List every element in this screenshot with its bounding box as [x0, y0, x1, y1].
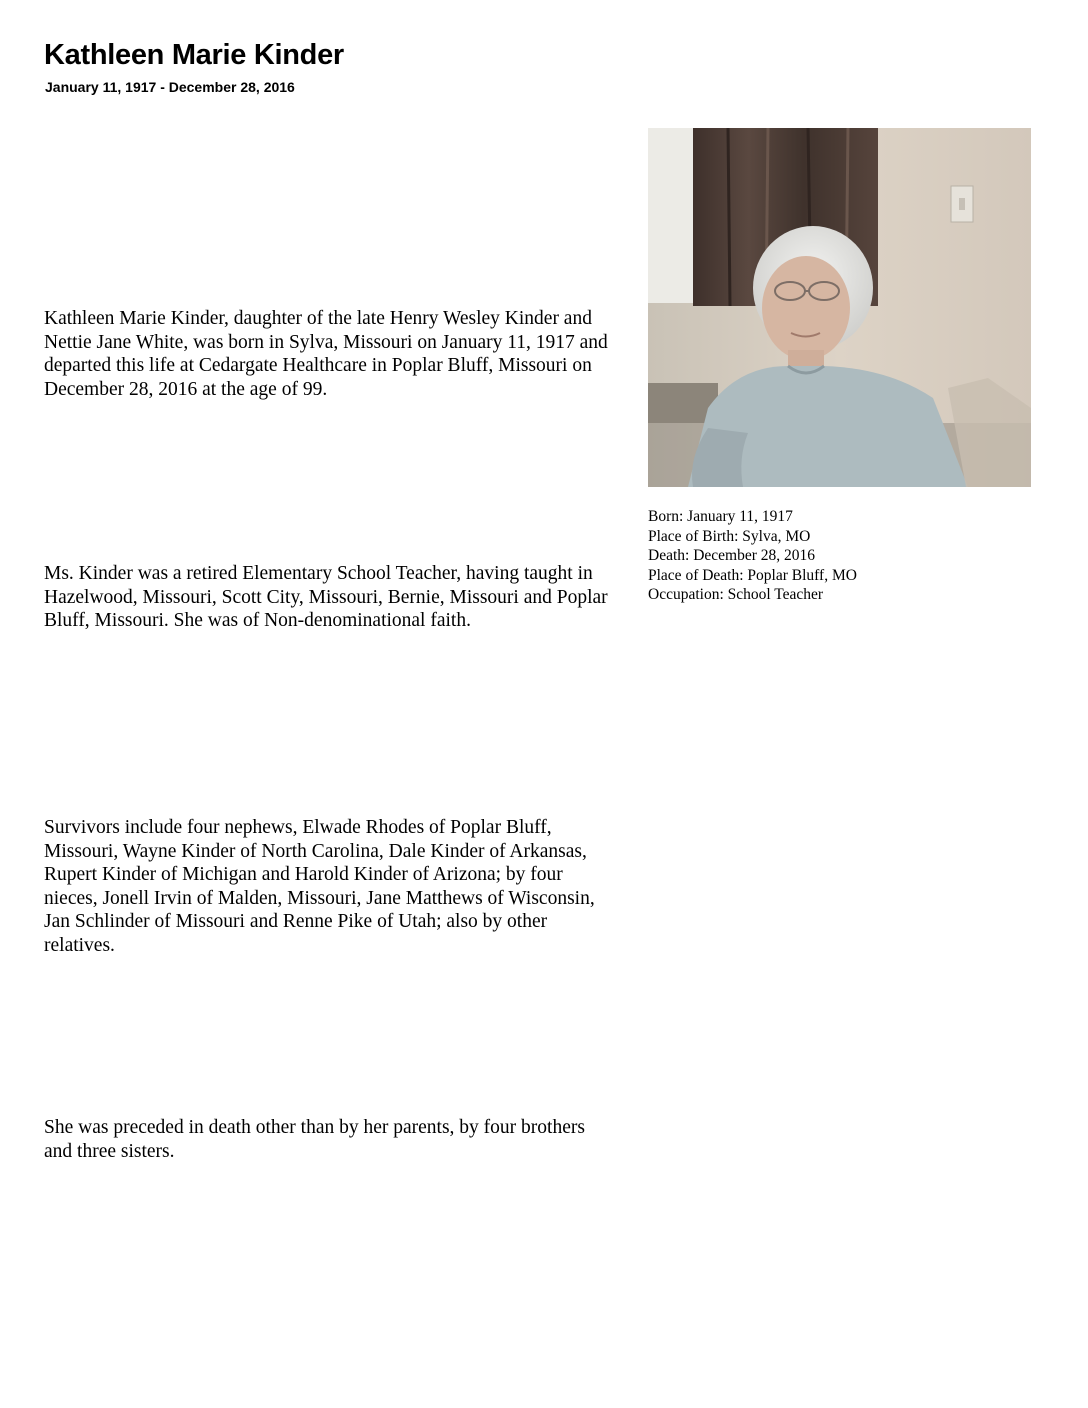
fact-place-of-birth: Place of Birth: Sylva, MO	[648, 527, 811, 545]
obituary-paragraph-survivors: Survivors include four nephews, Elwade Rhodes of Poplar Bluff, Missouri, Wayne Kinder of North Carolina, Dale Kinder of Arkansas, Rupert Kinder of Michigan and Harold Kinder of Arizona; by four nieces, Jonell Irvin of Malden, Missouri, Jane Matthews of Wisconsin, Jan Schlinder of Missouri and Renne Pike of Utah; also by other relatives.	[44, 817, 595, 956]
obituary-paragraph-birth: Kathleen Marie Kinder, daughter of the late Henry Wesley Kinder and Nettie Jane White, was born in Sylva, Missouri on January 11, 1917 and departed this life at Cedargate Healthcare in Poplar Bluff, Missouri on December 28, 2016 at the age of 99.	[44, 308, 608, 400]
fact-occupation: Occupation: School Teacher	[648, 586, 824, 603]
fact-born: Born: January 11, 1917	[648, 508, 793, 525]
fact-death: Death: December 28, 2016	[648, 547, 815, 564]
page-title: Kathleen Marie Kinder	[44, 39, 344, 71]
obituary-paragraph-preceded: She was preceded in death other than by her parents, by four brothers and three sisters.	[44, 1117, 585, 1162]
fact-place-of-death: Place of Death: Poplar Bluff, MO	[648, 566, 857, 584]
life-dates: January 11, 1917 - December 28, 2016	[45, 79, 295, 95]
obituary-paragraph-career: Ms. Kinder was a retired Elementary School Teacher, having taught in Hazelwood, Missouri, Scott City, Missouri, Bernie, Missouri and Poplar Bluff, Missouri. She was of Non-denominational faith.	[44, 563, 608, 631]
vital-facts	[648, 507, 1068, 605]
portrait-photo	[648, 128, 1031, 487]
